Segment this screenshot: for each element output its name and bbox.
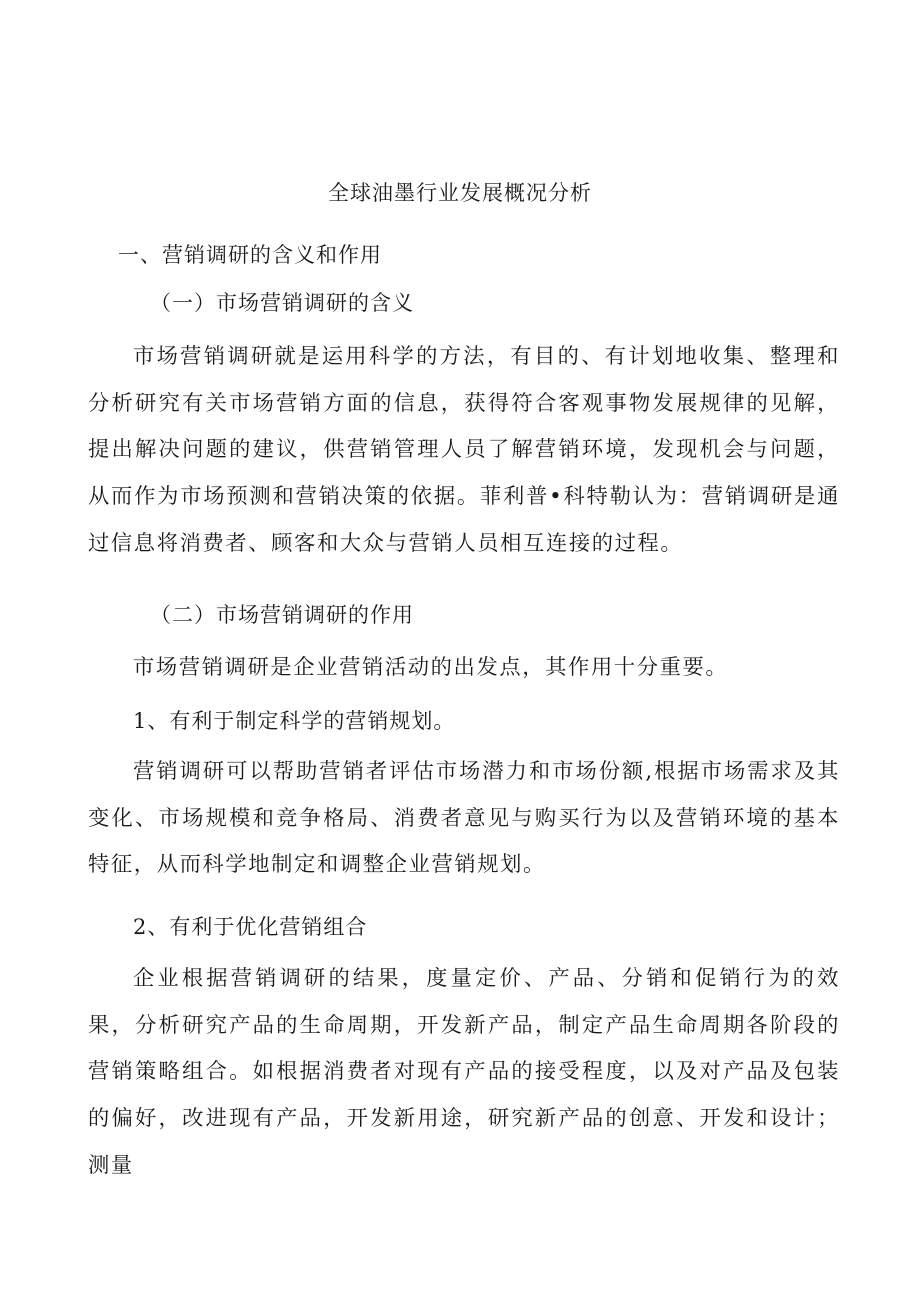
paragraph-4: 企业根据营销调研的结果，度量定价、产品、分销和促销行为的效果，分析研究产品的生命周期，开发新产品，制定产品生命周期各阶段的营销策略组合。如根据消费者对现有产品的接受程度，以及对产品及包装的偏好，改进现有产品，开发新用途，研究新产品的创意、开发和设计；测量 — [88, 966, 840, 1178]
paragraph-3: 营销调研可以帮助营销者评估市场潜力和市场份额,根据市场需求及其变化、市场规模和竞争格局、消费者意见与购买行为以及营销环境的基本特征，从而科学地制定和调整企业营销规划。 — [88, 759, 840, 878]
paragraph-1: 市场营销调研就是运用科学的方法，有目的、有计划地收集、整理和分析研究有关市场营销方面的信息，获得符合客观事物发展规律的见解，提出解决问题的建议，供营销管理人员了解营销环境，发现机会与问题，从而作为市场预测和营销决策的依据。菲利普•科特勒认为：营销调研是通过信息将消费者、顾客和大众与营销人员相互连接的过程。 — [88, 344, 840, 556]
document-title: 全球油墨行业发展概况分析 — [328, 181, 592, 205]
section-heading-1: 一、营销调研的含义和作用 — [118, 243, 382, 267]
item-heading-2: 2、有利于优化营销组合 — [133, 915, 368, 939]
item-heading-1: 1、有利于制定科学的营销规划。 — [133, 709, 456, 733]
paragraph-2: 市场营销调研是企业营销活动的出发点，其作用十分重要。 — [133, 655, 729, 680]
subsection-heading-1: （一）市场营销调研的含义 — [150, 291, 414, 315]
subsection-heading-2: （二）市场营销调研的作用 — [150, 603, 414, 627]
